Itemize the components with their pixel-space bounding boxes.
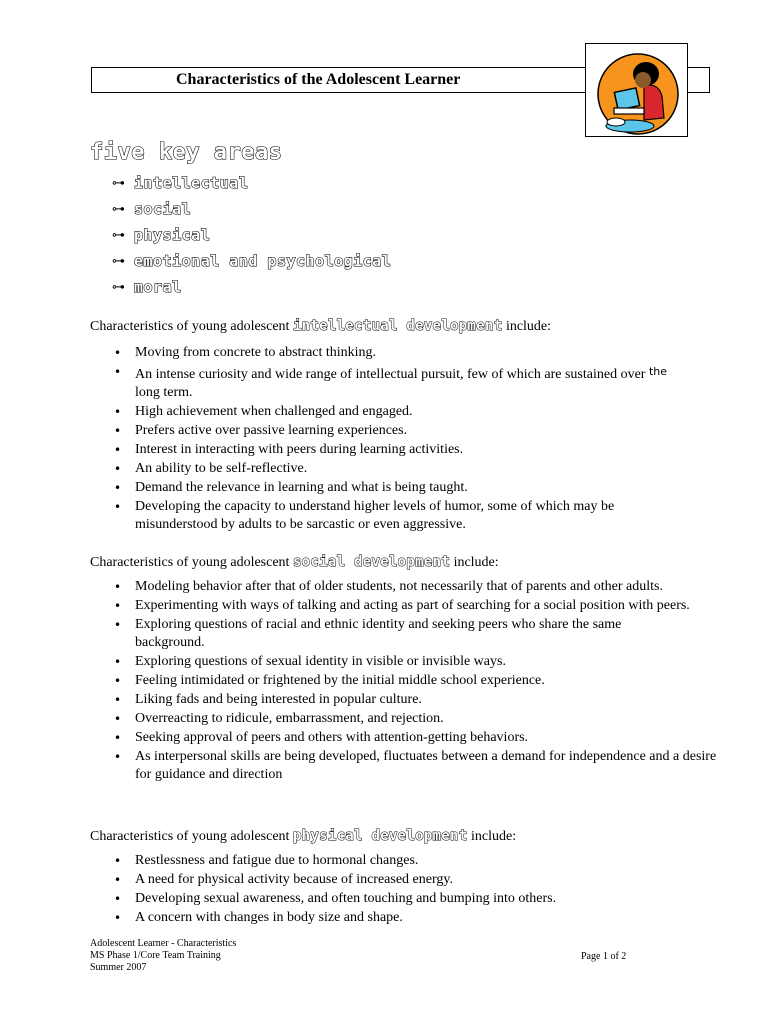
pointer-arrow-icon: ⊶ <box>112 253 125 269</box>
page-title: Characteristics of the Adolescent Learner <box>176 71 461 88</box>
list-item: • Seeking approval of peers and others with attention-getting behaviors. <box>112 729 722 747</box>
list-item: ⊶ social <box>112 200 192 218</box>
list-item: • An intense curiosity and wide range of intellectual pursuit, few of which are sustained over $^{the}$ long term. <box>112 363 722 402</box>
footer-line: Adolescent Learner - Characteristics <box>90 938 237 949</box>
key-areas-heading: five key areas <box>90 140 283 165</box>
list-item: • A need for physical activity because of increased energy. <box>112 871 722 889</box>
physical-label: physical development <box>292 828 468 844</box>
footer <box>90 938 236 974</box>
intellectual-label: intellectual development <box>292 318 503 334</box>
list-item: • Restlessness and fatigue due to hormonal changes. <box>112 852 722 870</box>
page-number: Page 1 of 2 <box>581 951 627 962</box>
list-item: • Exploring questions of sexual identity in visible or invisible ways. <box>112 653 722 671</box>
physical-bullets <box>112 852 722 928</box>
pointer-arrow-icon: ⊶ <box>112 227 125 243</box>
intellectual-intro: Characteristics of young adolescent intellectual development include: <box>90 318 552 334</box>
list-item: • Liking fads and being interested in popular culture. <box>112 691 722 709</box>
social-label: social development <box>292 554 451 570</box>
list-item: • Demand the relevance in learning and what is being taught. <box>112 479 722 497</box>
footer-line: Summer 2007 <box>90 962 147 973</box>
list-item: ⊶ physical <box>112 226 211 244</box>
list-item: • As interpersonal skills are being developed, fluctuates between a demand for independence and a desire for guidance and direction <box>112 748 735 784</box>
list-item: • A concern with changes in body size and shape. <box>112 909 722 927</box>
list-item: • Moving from concrete to abstract thinking. <box>112 344 722 362</box>
list-item: ⊶ moral <box>112 278 182 296</box>
footer-line: MS Phase 1/Core Team Training <box>90 950 221 961</box>
list-item: ⊶ intellectual <box>112 174 249 192</box>
list-item: • Modeling behavior after that of older students, not necessarily that of parents and other adults. <box>112 578 722 596</box>
physical-intro: Characteristics of young adolescent physical development include: <box>90 828 517 844</box>
list-item: • Prefers active over passive learning experiences. <box>112 422 722 440</box>
list-item: • Developing sexual awareness, and often touching and bumping into others. <box>112 890 722 908</box>
list-item: ⊶ emotional and psychological <box>112 252 392 270</box>
social-bullets <box>112 578 722 785</box>
intellectual-bullets <box>112 344 722 535</box>
key-areas-list <box>112 170 391 300</box>
list-item: • Interest in interacting with peers during learning activities. <box>112 441 722 459</box>
list-item: • Exploring questions of racial and ethnic identity and seeking peers who share the same background. <box>112 616 675 652</box>
learner-logo <box>585 43 688 137</box>
pointer-arrow-icon: ⊶ <box>112 201 125 217</box>
list-item: • An ability to be self-reflective. <box>112 460 722 478</box>
student-computer-icon <box>586 44 689 138</box>
list-item: • Experimenting with ways of talking and acting as part of searching for a social position with peers. <box>112 597 700 615</box>
list-item: • Developing the capacity to understand higher levels of humor, some of which may be misunderstood by adults to be sarcastic or even aggressive. <box>112 498 675 534</box>
pointer-arrow-icon: ⊶ <box>112 279 125 295</box>
list-item: • High achievement when challenged and engaged. <box>112 403 722 421</box>
list-item: • Overreacting to ridicule, embarrassment, and rejection. <box>112 710 722 728</box>
list-item: • Feeling intimidated or frightened by the initial middle school experience. <box>112 672 722 690</box>
social-intro: Characteristics of young adolescent social development include: <box>90 554 499 570</box>
pointer-arrow-icon: ⊶ <box>112 175 125 191</box>
